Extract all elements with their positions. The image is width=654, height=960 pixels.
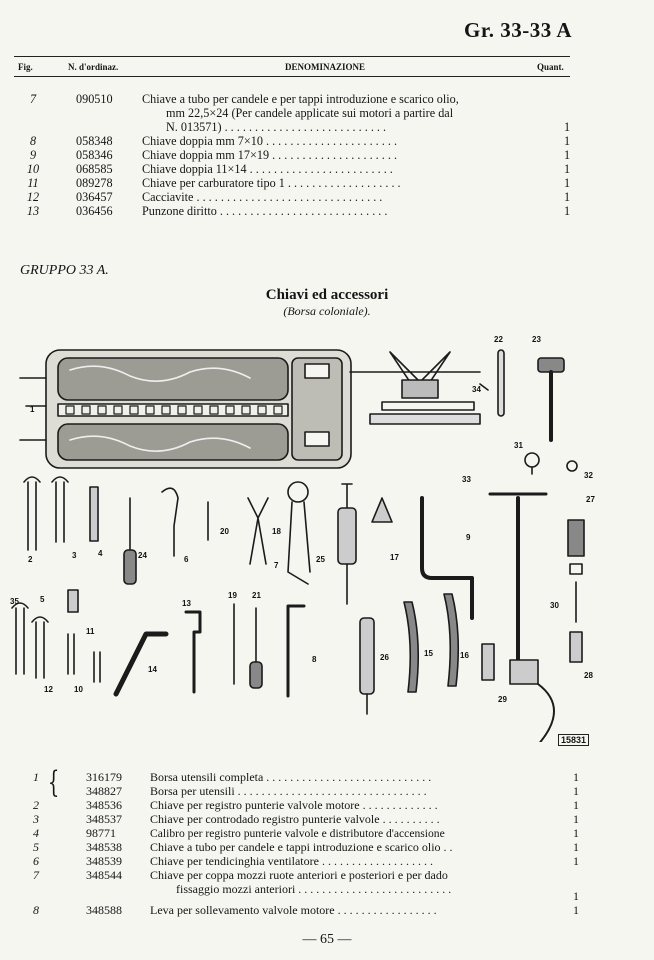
- figure-reference: 15831: [558, 734, 589, 746]
- callout-label: 18: [272, 527, 281, 536]
- fig-number: 11: [27, 176, 39, 190]
- callout-label: 31: [514, 441, 523, 450]
- quantity: 1: [573, 840, 579, 854]
- description: Borsa per utensili . . . . . . . . . . . . . . . . . . . . . . . . . . . . . . . .: [150, 784, 427, 798]
- quantity: 1: [573, 826, 579, 840]
- order-number: 98771: [86, 826, 116, 840]
- description: Borsa utensili completa . . . . . . . . . . . . . . . . . . . . . . . . . . . .: [150, 770, 432, 784]
- parts-row: [0, 785, 654, 798]
- order-number: 036457: [76, 190, 113, 204]
- callout-label: 24: [138, 551, 147, 560]
- quantity: 1: [573, 770, 579, 784]
- col-header-code: N. d'ordinaz.: [68, 62, 119, 72]
- quantity: 1: [573, 854, 579, 868]
- callout-label: 28: [584, 671, 593, 680]
- quantity: 1: [573, 903, 579, 917]
- parts-row: [0, 92, 654, 106]
- fig-number: 12: [26, 190, 40, 204]
- description-continued: fissaggio mozzi anteriori . . . . . . . . . . . . . . . . . . . . . . . . . .: [176, 882, 452, 896]
- parts-row: [0, 134, 654, 148]
- callout-label: 4: [98, 549, 103, 558]
- quantity-row: [0, 120, 654, 134]
- toolkit-illustration: [10, 322, 600, 742]
- callout-label: 3: [72, 551, 77, 560]
- description: Chiave doppia mm 7×10 . . . . . . . . . . . . . . . . . . . . . .: [142, 134, 398, 148]
- group-title: GRUPPO 33 A.: [20, 263, 109, 278]
- car-jack-drawing: [350, 352, 488, 424]
- fig-number: 7: [29, 92, 37, 106]
- header-rule-top: [14, 56, 570, 57]
- order-number: 348588: [86, 903, 122, 917]
- quantity: 1: [573, 889, 579, 903]
- order-number: 316179: [86, 770, 122, 784]
- callout-label: 12: [44, 685, 53, 694]
- quantity: 1: [564, 190, 571, 204]
- quantity: 1: [573, 798, 579, 812]
- order-number: 089278: [76, 176, 113, 190]
- description: Chiave per tendicinghia ventilatore . . . . . . . . . . . . . . . . . . .: [150, 854, 433, 868]
- quantity: 1: [564, 162, 571, 176]
- order-number: 348827: [86, 784, 122, 798]
- callout-label: 11: [86, 627, 95, 636]
- callout-label: 20: [220, 527, 229, 536]
- description: Chiave a tubo per candele e tappi introduzione e scarico olio . .: [150, 840, 453, 854]
- fig-number: 3: [33, 812, 39, 826]
- fig-number: 10: [26, 162, 40, 176]
- parts-row: [0, 813, 654, 826]
- parts-row: [0, 904, 654, 917]
- callout-label: 23: [532, 335, 541, 344]
- quantity: 1: [564, 134, 571, 148]
- callout-label: 34: [472, 385, 481, 394]
- quantity: 1: [564, 204, 571, 218]
- quantity: 1: [564, 148, 571, 162]
- quantity: 1: [573, 784, 579, 798]
- description: Chiave per controdado registro punterie valvole . . . . . . . . . .: [150, 812, 440, 826]
- col-header-qty: Quant.: [537, 62, 564, 72]
- description: Cacciavite . . . . . . . . . . . . . . . . . . . . . . . . . . . . . . .: [142, 190, 383, 204]
- header-rule-bottom: [14, 76, 570, 77]
- quantity: 1: [573, 812, 579, 826]
- description: Punzone diritto . . . . . . . . . . . . . . . . . . . . . . . . . . . .: [142, 204, 388, 218]
- fig-number: 7: [33, 868, 39, 882]
- callout-label: 10: [74, 685, 83, 694]
- callout-label: 5: [40, 595, 45, 604]
- callout-label: 16: [460, 651, 469, 660]
- page-title: Gr. 33-33 A: [464, 18, 572, 42]
- callout-label: 33: [462, 475, 471, 484]
- parts-row: [0, 771, 654, 784]
- description: Chiave doppia 11×14 . . . . . . . . . . . . . . . . . . . . . . . .: [142, 162, 393, 176]
- callout-label: 27: [586, 495, 595, 504]
- callout-label: 22: [494, 335, 503, 344]
- parts-row: [0, 869, 654, 882]
- parts-row: [0, 176, 654, 190]
- fig-number: 6: [33, 854, 39, 868]
- fig-number: 5: [33, 840, 39, 854]
- quantity: 1: [564, 176, 571, 190]
- order-number: 036456: [76, 204, 113, 218]
- parts-row: [0, 162, 654, 176]
- description-continued: mm 22,5×24 (Per candele applicate sui motori a partire dal: [166, 106, 454, 120]
- callout-label: 35: [10, 597, 19, 606]
- description: Calibro per registro punterie valvole e distributore d'accensione: [150, 827, 445, 840]
- callout-label: 6: [184, 555, 189, 564]
- brace-symbol: {: [47, 765, 60, 800]
- description: Chiave doppia mm 17×19 . . . . . . . . . . . . . . . . . . . . .: [142, 148, 398, 162]
- fig-number: 8: [33, 903, 39, 917]
- callout-label: 13: [182, 599, 191, 608]
- callout-label: 32: [584, 471, 593, 480]
- order-number: 058346: [76, 148, 113, 162]
- parts-row: [0, 148, 654, 162]
- fig-number: 4: [33, 826, 39, 840]
- section-title: Chiavi ed accessori: [265, 287, 389, 303]
- tool-bag-drawing: [20, 350, 351, 468]
- callout-label: 8: [312, 655, 317, 664]
- order-number: 348537: [86, 812, 122, 826]
- parts-row: [0, 190, 654, 204]
- callout-label: 7: [274, 561, 279, 570]
- description: Chiave per coppa mozzi ruote anteriori e posteriori e per dado: [150, 868, 448, 882]
- quantity-row: [0, 890, 654, 903]
- order-number: 058348: [76, 134, 113, 148]
- fig-number: 8: [29, 134, 37, 148]
- callout-label: 17: [390, 553, 399, 562]
- description: Chiave per carburatore tipo 1 . . . . . . . . . . . . . . . . . . .: [142, 176, 401, 190]
- order-number: 348544: [86, 868, 122, 882]
- description: Chiave a tubo per candele e per tappi introduzione e scarico olio,: [142, 92, 459, 106]
- callout-label: 9: [466, 533, 471, 542]
- callout-label: 30: [550, 601, 559, 610]
- quantity: 1: [564, 120, 571, 134]
- callout-label: 2: [28, 555, 33, 564]
- callout-label: 15: [424, 649, 433, 658]
- page-number: — 65 —: [302, 932, 352, 947]
- callout-label: 25: [316, 555, 325, 564]
- parts-row: [0, 827, 654, 840]
- col-header-desc: DENOMINAZIONE: [285, 62, 366, 72]
- parts-row: [0, 855, 654, 868]
- section-subtitle: (Borsa coloniale).: [283, 304, 371, 318]
- order-number: 090510: [76, 92, 113, 106]
- callout-label: 19: [228, 591, 237, 600]
- order-number: 348538: [86, 840, 122, 854]
- callout-label: 1: [30, 405, 35, 414]
- description: Leva per sollevamento valvole motore . . . . . . . . . . . . . . . . .: [150, 903, 437, 917]
- fig-number: 13: [26, 204, 40, 218]
- callout-label: 14: [148, 665, 157, 674]
- parts-row: [0, 841, 654, 854]
- parts-row: [0, 204, 654, 218]
- order-number: 348536: [86, 798, 122, 812]
- fig-number: 1: [33, 770, 39, 784]
- callout-label: 26: [380, 653, 389, 662]
- callout-label: 21: [252, 591, 261, 600]
- parts-row: [0, 799, 654, 812]
- fig-number: 2: [33, 798, 39, 812]
- order-number: 348539: [86, 854, 122, 868]
- col-header-fig: Fig.: [18, 62, 33, 72]
- description: Chiave per registro punterie valvole motore . . . . . . . . . . . . .: [150, 798, 438, 812]
- order-number: 068585: [76, 162, 113, 176]
- callout-label: 29: [498, 695, 507, 704]
- fig-number: 9: [29, 148, 37, 162]
- description-continued: N. 013571) . . . . . . . . . . . . . . . . . . . . . . . . . . .: [166, 120, 387, 134]
